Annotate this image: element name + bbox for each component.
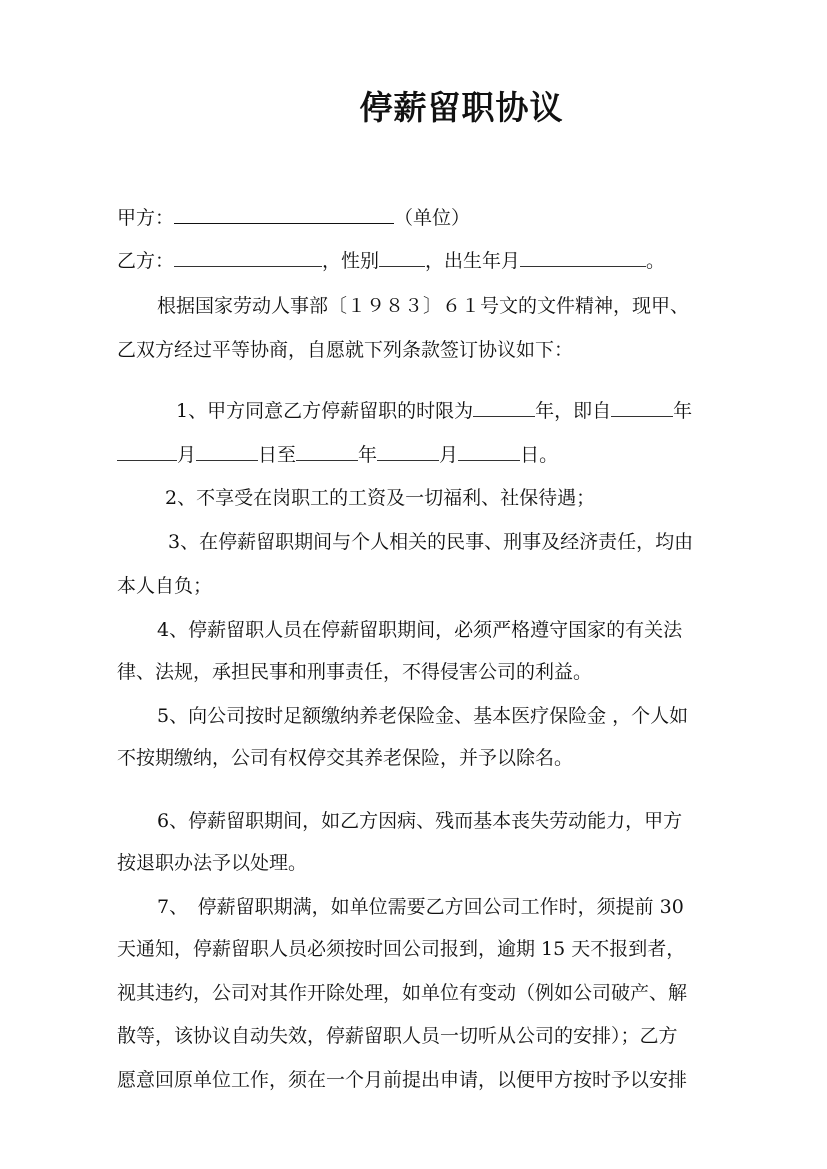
clause-1-text-d: 月 xyxy=(177,444,197,466)
clause-7-line-4: 散等，该协议自动失效，停薪留职人员一切听从公司的安排）；乙方 xyxy=(117,1025,678,1047)
party-b-gender-blank[interactable] xyxy=(379,248,425,267)
clause-4-line-2: 律、法规，承担民事和刑事责任，不得侵害公司的利益。 xyxy=(117,661,593,683)
party-b-birth-label: ，出生年月 xyxy=(425,250,521,272)
clause-3-line-1: 3、在停薪留职期间与个人相关的民事、刑事及经济责任，均由 xyxy=(168,531,694,553)
clause-1-text-c: 年 xyxy=(673,400,693,422)
clause-1-end-year-blank[interactable] xyxy=(296,442,358,461)
party-a-label: 甲方： xyxy=(117,207,175,229)
clause-3-line-2: 本人自负； xyxy=(117,575,213,597)
clause-1-line-1 xyxy=(176,398,741,423)
clause-1-end-day-blank[interactable] xyxy=(458,442,520,461)
party-a-name-blank[interactable] xyxy=(174,203,394,224)
party-b-name-blank[interactable] xyxy=(174,248,322,267)
clause-7-line-5: 愿意回原单位工作，须在一个月前提出申请，以便甲方按时予以安排 xyxy=(117,1069,688,1091)
clause-7-line-2: 天通知，停薪留职人员必须按时回公司报到，逾期 15 天不报到者， xyxy=(117,938,686,960)
clause-4-line-1: 4、停薪留职人员在停薪留职期间，必须严格遵守国家的有关法 xyxy=(157,619,683,641)
clause-1-years-blank[interactable] xyxy=(473,398,535,417)
clause-1-text-a: 1、甲方同意乙方停薪留职的时限为 xyxy=(176,400,474,422)
clause-1-text-b: 年，即自 xyxy=(535,400,612,422)
party-a-line xyxy=(117,203,737,230)
party-b-birth-blank[interactable] xyxy=(520,248,646,267)
clause-5-line-2: 不按期缴纳，公司有权停交其养老保险，并予以除名。 xyxy=(117,747,574,769)
party-b-line xyxy=(117,248,737,273)
clause-1-start-year-blank[interactable] xyxy=(611,398,673,417)
party-a-suffix: （单位） xyxy=(394,207,471,229)
intro-line-2: 乙双方经过平等协商，自愿就下列条款签订协议如下： xyxy=(117,339,574,361)
clause-2-line-1: 2、不享受在岗职工的工资及一切福利、社保待遇； xyxy=(165,487,596,509)
clause-1-text-f: 年 xyxy=(358,444,378,466)
clause-7-line-3: 视其违约，公司对其作开除处理，如单位有变动（例如公司破产、解 xyxy=(117,982,688,1004)
document-title: 停薪留职协议 xyxy=(359,88,564,127)
intro-line-1: 根据国家劳动人事部〔１９８３〕６１号文的文件精神，现甲、 xyxy=(157,295,690,317)
party-b-label: 乙方： xyxy=(117,250,175,272)
clause-7-line-1: 7、 停薪留职期满，如单位需要乙方回公司工作时，须提前 30 xyxy=(157,896,684,918)
clause-1-text-e: 日至 xyxy=(258,444,297,466)
clause-1-start-day-blank[interactable] xyxy=(196,442,258,461)
clause-1-start-month-blank[interactable] xyxy=(117,442,177,461)
clause-1-text-h: 日。 xyxy=(520,444,559,466)
clause-1-line-2 xyxy=(117,442,737,467)
party-b-gender-label: ，性别 xyxy=(322,250,380,272)
party-b-end: 。 xyxy=(646,250,666,272)
clause-5-line-1: 5、向公司按时足额缴纳养老保险金、基本医疗保险金 ，个人如 xyxy=(157,705,689,727)
clause-6-line-1: 6、停薪留职期间，如乙方因病、残而基本丧失劳动能力，甲方 xyxy=(157,810,683,832)
clause-1-end-month-blank[interactable] xyxy=(377,442,439,461)
clause-1-text-g: 月 xyxy=(439,444,459,466)
clause-6-line-2: 按退职办法予以处理。 xyxy=(117,852,308,874)
